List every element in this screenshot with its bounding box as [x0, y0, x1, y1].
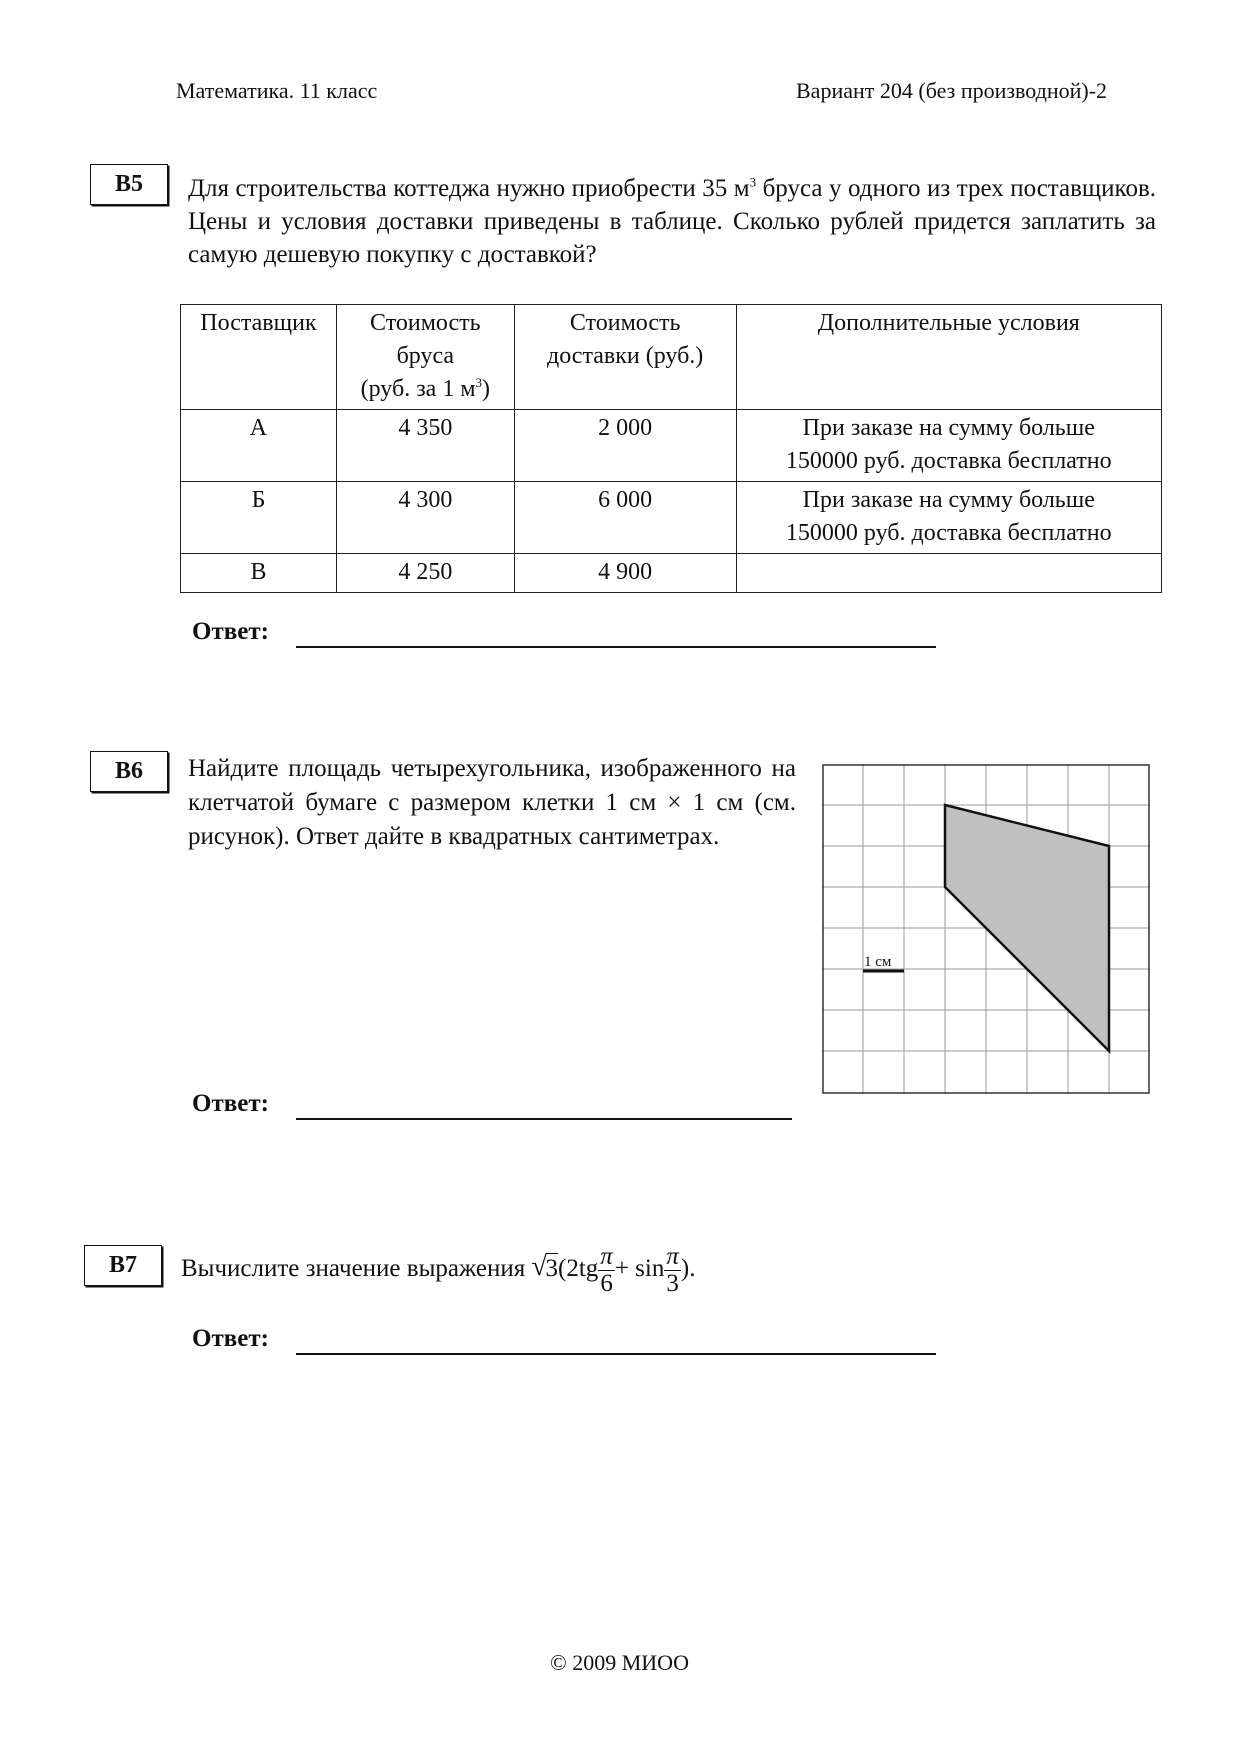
answer-field-b7[interactable] [296, 1353, 936, 1355]
answer-field-b5[interactable] [296, 646, 936, 648]
answer-label-b7: Ответ: [192, 1325, 269, 1352]
cell-delivery: 2 000 [514, 410, 736, 482]
fraction-pi-6 [598, 1244, 615, 1297]
cell-price: 4 300 [336, 482, 514, 554]
header-price-line2: бруса [396, 343, 455, 369]
grid-figure [822, 764, 1150, 1094]
task-b7-prompt: Вычислите значение выражения [181, 1255, 526, 1283]
cell-conditions [736, 410, 1161, 482]
task-badge-b7: B7 [84, 1245, 162, 1286]
cell-conditions [736, 554, 1161, 593]
answer-label-b5: Ответ: [192, 618, 269, 645]
header-price-line1: Стоимость [370, 310, 481, 336]
cell-supplier: Б [181, 482, 337, 554]
cell-delivery: 6 000 [514, 482, 736, 554]
cell-conditions-line1: При заказе на сумму больше [802, 487, 1095, 513]
cell-conditions-line2: 150000 руб. доставка бесплатно [785, 520, 1112, 546]
task-b5-text-part2: бруса у одного из трех поставщиков. Цены и условия доставки приведены в таблице. Сколько рублей придется заплатить за самую дешевую покупку с доставкой? [188, 175, 1156, 268]
cell-conditions-line2: 150000 руб. доставка бесплатно [785, 448, 1112, 474]
task-b6-text: Найдите площадь четырехугольника, изображенного на клетчатой бумаге с размером клетки 1 см × 1 см (см. рисунок). Ответ дайте в квадратных сантиметрах. [188, 755, 796, 850]
answer-label-b6: Ответ: [192, 1090, 269, 1117]
fraction-1-den: 6 [600, 1270, 613, 1297]
header-subject: Математика. 11 класс [176, 78, 378, 103]
fraction-2-den: 3 [666, 1270, 679, 1297]
task-b5-sup: 3 [749, 174, 757, 190]
header-variant: Вариант 204 (без производной)-2 [796, 78, 1108, 103]
fraction-1-num: π [600, 1243, 613, 1270]
task-badge-b6: B6 [90, 751, 168, 792]
fraction-2-num: π [666, 1243, 679, 1270]
fraction-pi-3 [664, 1244, 681, 1297]
cell-supplier: А [181, 410, 337, 482]
task-badge-b5: B5 [90, 164, 168, 205]
header-conditions: Дополнительные условия [736, 305, 1161, 410]
header-delivery: Стоимость доставки (руб.) [514, 305, 736, 410]
supplier-table [180, 304, 1162, 593]
header-price [336, 305, 514, 410]
cell-supplier: В [181, 554, 337, 593]
header-price-close: ) [482, 376, 491, 402]
scale-label: 1 см [864, 954, 892, 970]
cell-price: 4 250 [336, 554, 514, 593]
cell-conditions [736, 482, 1161, 554]
table-row [181, 482, 1162, 554]
expr-close: ). [680, 1255, 696, 1283]
table-row [181, 554, 1162, 593]
footer-copyright: © 2009 МИОО [550, 1650, 689, 1675]
cell-conditions-line1: При заказе на сумму больше [802, 415, 1095, 441]
task-b5-text-part1: Для строительства коттеджа нужно приобрести 35 м [188, 175, 750, 202]
header-supplier: Поставщик [181, 305, 337, 410]
header-price-sup: 3 [475, 375, 483, 390]
header-price-line3: (руб. за 1 м [360, 376, 476, 402]
table-row [181, 410, 1162, 482]
sqrt-radicand: 3 [545, 1255, 559, 1283]
cell-price: 4 350 [336, 410, 514, 482]
expr-plus-sin: + sin [614, 1255, 665, 1283]
task-b7-text [181, 1244, 695, 1297]
expr-open: (2tg [558, 1255, 599, 1283]
table-header-row [181, 305, 1162, 410]
answer-field-b6[interactable] [296, 1118, 792, 1120]
cell-delivery: 4 900 [514, 554, 736, 593]
task-b5-text [188, 172, 1156, 271]
sqrt-symbol: √ 3 [531, 1251, 559, 1283]
